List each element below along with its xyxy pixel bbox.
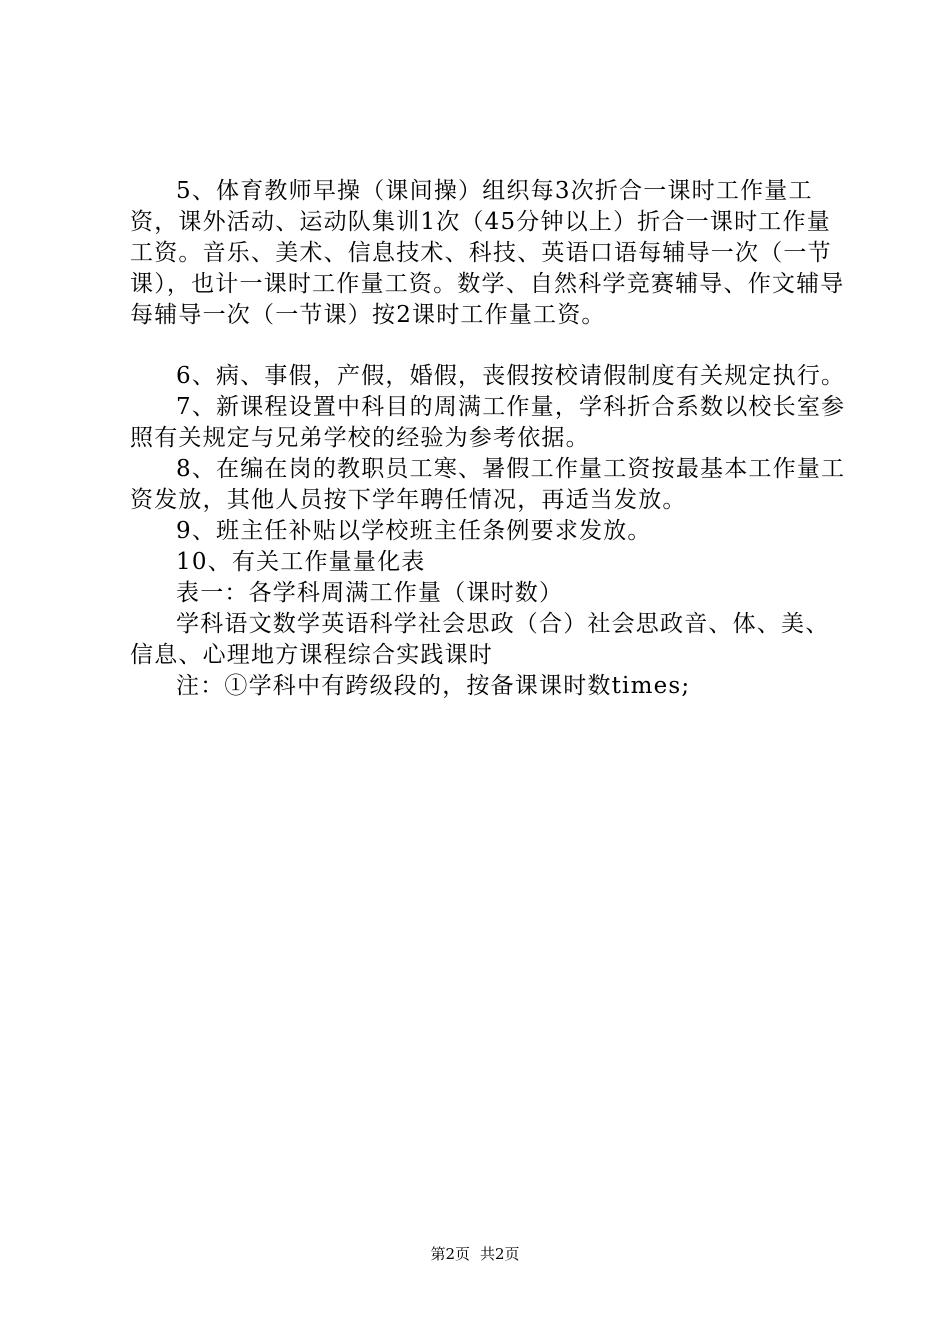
table-title: 表一：各学科周满工作量（课时数） [176, 580, 564, 606]
page-footer [0, 1243, 950, 1264]
table-note: 注：①学科中有跨级段的，按备课课时数times; [176, 673, 691, 699]
document-body [130, 176, 852, 702]
paragraph-7: 7、新课程设置中科目的周满工作量，学科折合系数以校长室参照有关规定与兄弟学校的经验为参考依据。 [130, 394, 846, 451]
paragraph-10: 10、有关工作量量化表 [176, 549, 426, 575]
paragraph-9: 9、班主任补贴以学校班主任条例要求发放。 [176, 518, 652, 544]
table-header-row: 学科语文数学英语科学社会思政（合）社会思政音、体、美、信息、心理地方课程综合实践课时 [130, 611, 830, 668]
page-number: 第2页 [430, 1245, 470, 1263]
paragraph-5: 5、体育教师早操（课间操）组织每3次折合一课时工作量工资，课外活动、运动队集训1次（45分钟以上）折合一课时工作量工资。音乐、美术、信息技术、科技、英语口语每辅导一次（一节课），也计一课时工作量工资。数学、自然科学竞赛辅导、作文辅导每辅导一次（一节课）按2课时工作量工资。 [130, 178, 845, 328]
page-total: 共2页 [480, 1245, 520, 1263]
paragraph-8: 8、在编在岗的教职员工寒、暑假工作量工资按最基本工作量工资发放，其他人员按下学年聘任情况，再适当发放。 [130, 456, 846, 513]
paragraph-6: 6、病、事假，产假，婚假，丧假按校请假制度有关规定执行。 [176, 363, 846, 389]
